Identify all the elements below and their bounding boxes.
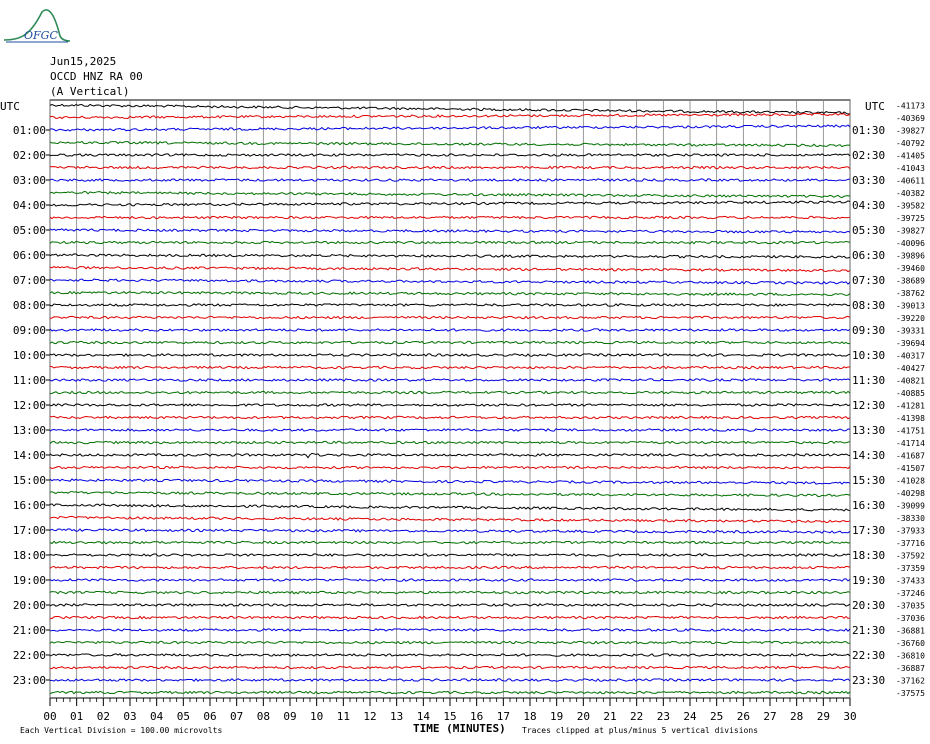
- trace-offset-label: -36887: [896, 664, 925, 673]
- x-tick-label: 09: [283, 710, 297, 723]
- trace-offset-label: -40317: [896, 351, 925, 361]
- trace-offset-label: -39220: [896, 314, 925, 323]
- hour-label-right: 05:30: [852, 224, 886, 237]
- trace-offset-label: -41405: [896, 151, 925, 161]
- x-tick-label: 13: [390, 710, 404, 723]
- trace-offset-label: -40427: [896, 364, 925, 373]
- trace-offset-label: -36760: [896, 639, 925, 648]
- trace-offset-label: -37575: [896, 689, 925, 698]
- hour-label-right: 15:30: [852, 474, 886, 487]
- trace-offset-label: -37035: [896, 601, 925, 611]
- hour-label-right: 22:30: [852, 649, 886, 662]
- hour-label-right: 09:30: [852, 324, 886, 337]
- trace-offset-label: -37433: [896, 576, 925, 586]
- grid-layer: [50, 100, 850, 698]
- hour-label-right: 10:30: [852, 349, 886, 362]
- trace-offset-label: -41173: [896, 101, 925, 111]
- hour-label-left: 13:00: [12, 424, 46, 437]
- hour-label-right: 17:30: [852, 524, 886, 537]
- x-tick-label: 28: [790, 710, 804, 723]
- trace-offset-label: -37592: [896, 551, 925, 561]
- trace-offset-label: -37716: [896, 539, 925, 548]
- trace-offset-label: -39827: [896, 126, 925, 136]
- x-tick-label: 02: [96, 710, 110, 723]
- trace-offset-label: -39694: [896, 339, 925, 348]
- x-axis-title: TIME (MINUTES): [413, 722, 506, 735]
- trace-offset-label: -36810: [896, 651, 925, 661]
- x-tick-label: 06: [203, 710, 217, 723]
- hour-label-right: 11:30: [852, 374, 886, 387]
- trace-offset-label: -39725: [896, 214, 925, 223]
- x-tick-label: 15: [443, 710, 457, 723]
- hour-label-left: 17:00: [12, 524, 46, 537]
- hour-label-right: 07:30: [852, 274, 886, 287]
- hour-label-left: 01:00: [12, 124, 46, 137]
- trace-offset-label: -39460: [896, 264, 925, 273]
- trace-offset-label: -41507: [896, 464, 925, 473]
- trace-offset-label: -39896: [896, 251, 925, 261]
- hour-label-right: 14:30: [852, 449, 886, 462]
- hour-label-left: 20:00: [12, 599, 46, 612]
- trace-offset-label: -36881: [896, 626, 925, 636]
- hour-label-right: 01:30: [852, 124, 886, 137]
- x-tick-label: 24: [683, 710, 697, 723]
- hour-label-left: 19:00: [12, 574, 46, 587]
- x-tick-label: 25: [710, 710, 724, 723]
- hour-label-left: 05:00: [12, 224, 46, 237]
- trace-offset-label: -41714: [896, 439, 925, 448]
- x-tick-label: 27: [763, 710, 777, 723]
- x-tick-label: 04: [150, 710, 164, 723]
- hour-label-left: 23:00: [12, 674, 46, 687]
- trace-offset-label: -39827: [896, 226, 925, 236]
- trace-offset-label: -40821: [896, 376, 925, 386]
- trace-offset-label: -41751: [896, 426, 925, 436]
- x-tick-label: 10: [310, 710, 324, 723]
- x-tick-label: 11: [336, 710, 350, 723]
- trace-offset-label: -40611: [896, 176, 925, 186]
- header-date: Jun15,2025: [50, 55, 117, 68]
- hour-label-left: 16:00: [12, 499, 46, 512]
- trace-offset-label: -39013: [896, 301, 925, 311]
- trace-offset-label: -37359: [896, 564, 925, 573]
- hour-label-right: 06:30: [852, 249, 886, 262]
- header-station: OCCD HNZ RA 00: [50, 70, 143, 83]
- hour-label-right: 20:30: [852, 599, 886, 612]
- trace-offset-label: -38689: [896, 276, 925, 286]
- hour-label-left: 11:00: [12, 374, 46, 387]
- x-tick-label: 20: [576, 710, 590, 723]
- x-tick-label: 17: [496, 710, 510, 723]
- hour-label-left: 14:00: [12, 449, 46, 462]
- hour-label-left: 02:00: [12, 149, 46, 162]
- trace-offset-label: -37933: [896, 526, 925, 536]
- x-tick-label: 00: [43, 710, 57, 723]
- header-component: (A Vertical): [50, 85, 130, 98]
- x-tick-label: 29: [816, 710, 830, 723]
- logo-text: OFGC: [24, 29, 58, 42]
- trace-offset-label: -37246: [896, 589, 925, 598]
- trace-offset-label: -39099: [896, 501, 925, 511]
- x-tick-label: 03: [123, 710, 137, 723]
- x-tick-label: 21: [603, 710, 617, 723]
- clip-note: Traces clipped at plus/minus 5 vertical divisions: [522, 726, 759, 735]
- hour-label-left: 15:00: [12, 474, 46, 487]
- x-tick-label: 18: [523, 710, 537, 723]
- trace-offset-label: -41398: [896, 414, 925, 423]
- trace-offset-label: -39582: [896, 201, 925, 211]
- hour-label-left: 04:00: [12, 199, 46, 212]
- x-tick-label: 26: [736, 710, 750, 723]
- hour-label-left: 06:00: [12, 249, 46, 262]
- trace-offset-label: -37036: [896, 614, 925, 623]
- trace-offset-label: -41028: [896, 476, 925, 486]
- trace-offset-label: -40382: [896, 189, 925, 198]
- hour-label-left: 07:00: [12, 274, 46, 287]
- scale-note: Each Vertical Division = 100.00 microvolts: [20, 726, 223, 735]
- hour-label-right: 12:30: [852, 399, 886, 412]
- hour-label-left: 22:00: [12, 649, 46, 662]
- x-tick-label: 05: [176, 710, 190, 723]
- utc-left-title: UTC: [0, 100, 20, 113]
- hour-label-right: 19:30: [852, 574, 886, 587]
- trace-offset-label: -40298: [896, 489, 925, 498]
- trace-offset-label: -41281: [896, 401, 925, 411]
- x-tick-label: 16: [470, 710, 484, 723]
- x-tick-label: 07: [230, 710, 244, 723]
- utc-right-title: UTC: [865, 100, 885, 113]
- x-tick-label: 08: [256, 710, 270, 723]
- hour-label-right: 13:30: [852, 424, 886, 437]
- hour-label-left: 03:00: [12, 174, 46, 187]
- hour-label-right: 16:30: [852, 499, 886, 512]
- trace-offset-label: -41687: [896, 451, 925, 461]
- x-tick-label: 01: [70, 710, 84, 723]
- x-tick-label: 12: [363, 710, 377, 723]
- hour-label-left: 12:00: [12, 399, 46, 412]
- trace-offset-label: -40792: [896, 139, 925, 148]
- hour-label-right: 08:30: [852, 299, 886, 312]
- hour-label-left: 18:00: [12, 549, 46, 562]
- hour-label-left: 09:00: [12, 324, 46, 337]
- hour-label-left: 10:00: [12, 349, 46, 362]
- trace-offset-label: -37162: [896, 676, 925, 686]
- hour-label-right: 03:30: [852, 174, 886, 187]
- hour-label-left: 21:00: [12, 624, 46, 637]
- hour-label-right: 21:30: [852, 624, 886, 637]
- trace-offset-label: -41043: [896, 164, 925, 173]
- hour-label-left: 08:00: [12, 299, 46, 312]
- trace-offset-label: -38330: [896, 514, 925, 523]
- hour-label-right: 04:30: [852, 199, 886, 212]
- hour-label-right: 02:30: [852, 149, 886, 162]
- x-tick-label: 23: [656, 710, 670, 723]
- trace-offset-label: -40369: [896, 114, 925, 123]
- hour-label-right: 18:30: [852, 549, 886, 562]
- trace-offset-label: -40885: [896, 389, 925, 398]
- x-tick-label: 22: [630, 710, 644, 723]
- x-tick-label: 19: [550, 710, 564, 723]
- x-tick-label: 30: [843, 710, 857, 723]
- x-tick-label: 14: [416, 710, 430, 723]
- trace-offset-label: -38762: [896, 289, 925, 298]
- hour-label-right: 23:30: [852, 674, 886, 687]
- trace-offset-label: -40096: [896, 239, 925, 248]
- trace-offset-label: -39331: [896, 326, 925, 336]
